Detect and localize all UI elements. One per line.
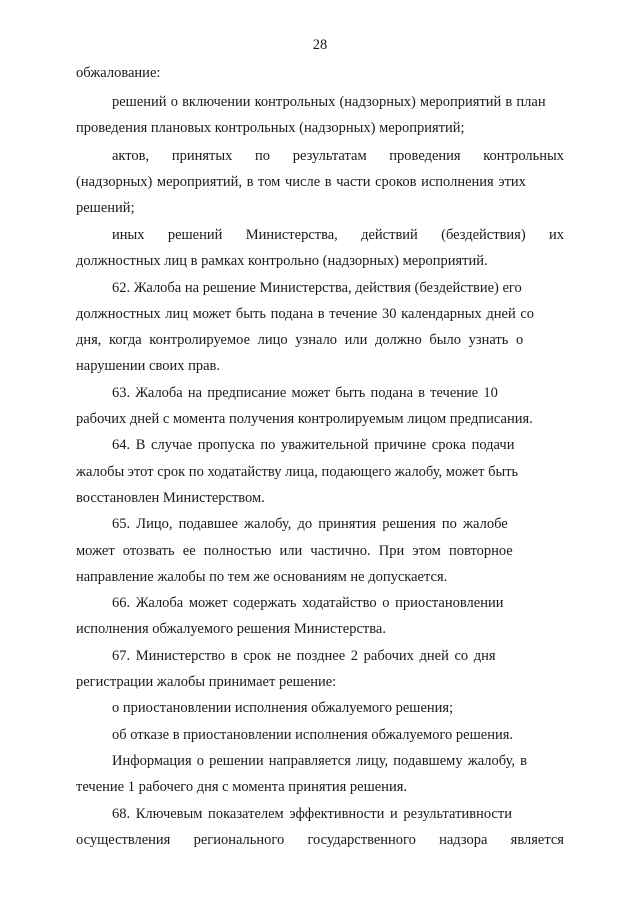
word: Министерства, [245,227,338,243]
text-line: регистрации жалобы принимает решение: [76,674,337,690]
word: актов, [112,148,150,164]
text-line: нарушении своих прав. [76,358,220,374]
word: принятых [171,148,233,164]
word: регионального [193,832,285,848]
text-line: дня, когда контролируемое лицо узнало или должно было узнать о [76,332,524,348]
text-line: проведения плановых контрольных (надзорных) мероприятий; [76,120,465,136]
text-line: 63. Жалоба на предписание может быть подана в течение 10 [112,385,498,401]
text-line: направление жалобы по тем же основаниям не допускается. [76,569,448,585]
text-line: 62. Жалоба на решение Министерства, действия (бездействие) его [112,280,522,296]
text-line: Информация о решении направляется лицу, подавшему жалобу, в [112,753,527,769]
text-line: решений; [76,200,135,216]
text-line: (надзорных) мероприятий, в том числе в части сроков исполнения этих [76,174,526,190]
text-line: 64. В случае пропуска по уважительной причине срока подачи [112,437,515,453]
text-line: восстановлен Министерством. [76,490,265,506]
word: является [510,832,564,848]
text-line: должностных лиц может быть подана в течение 30 календарных дней со [76,306,535,322]
word: надзора [439,832,488,848]
page-number: 28 [312,37,328,53]
text-line-justified [112,148,564,164]
text-line: о приостановлении исполнения обжалуемого решения; [112,700,454,716]
word: контрольных [483,148,564,164]
word: по [255,148,271,164]
text-line: 66. Жалоба может содержать ходатайство о приостановлении [112,595,504,611]
text-line-justified [76,832,564,848]
text-line: рабочих дней с момента получения контролируемым лицом предписания. [76,411,533,427]
word: их [548,227,564,243]
word: иных [112,227,145,243]
text-line: об отказе в приостановлении исполнения обжалуемого решения. [112,727,514,743]
word: результатам [292,148,367,164]
word: проведения [389,148,461,164]
word: (бездействия) [441,227,526,243]
text-line: решений о включении контрольных (надзорных) мероприятий в план [112,94,546,110]
text-line: обжалование: [76,65,161,81]
text-line: жалобы этот срок по ходатайству лица, подающего жалобу, может быть [76,464,519,480]
text-line: должностных лиц в рамках контрольно (надзорных) мероприятий. [76,253,488,269]
word: действий [361,227,418,243]
text-line: может отозвать ее полностью или частично. При этом повторное [76,543,513,559]
word: государственного [307,832,416,848]
word: решений [167,227,223,243]
text-line-justified [112,227,564,243]
word: осуществления [76,832,171,848]
text-line: течение 1 рабочего дня с момента принятия решения. [76,779,408,795]
text-line: 68. Ключевым показателем эффективности и результативности [112,806,512,822]
text-line: исполнения обжалуемого решения Министерства. [76,621,386,637]
text-line: 67. Министерство в срок не позднее 2 рабочих дней со дня [112,648,496,664]
text-line: 65. Лицо, подавшее жалобу, до принятия решения по жалобе [112,516,508,532]
